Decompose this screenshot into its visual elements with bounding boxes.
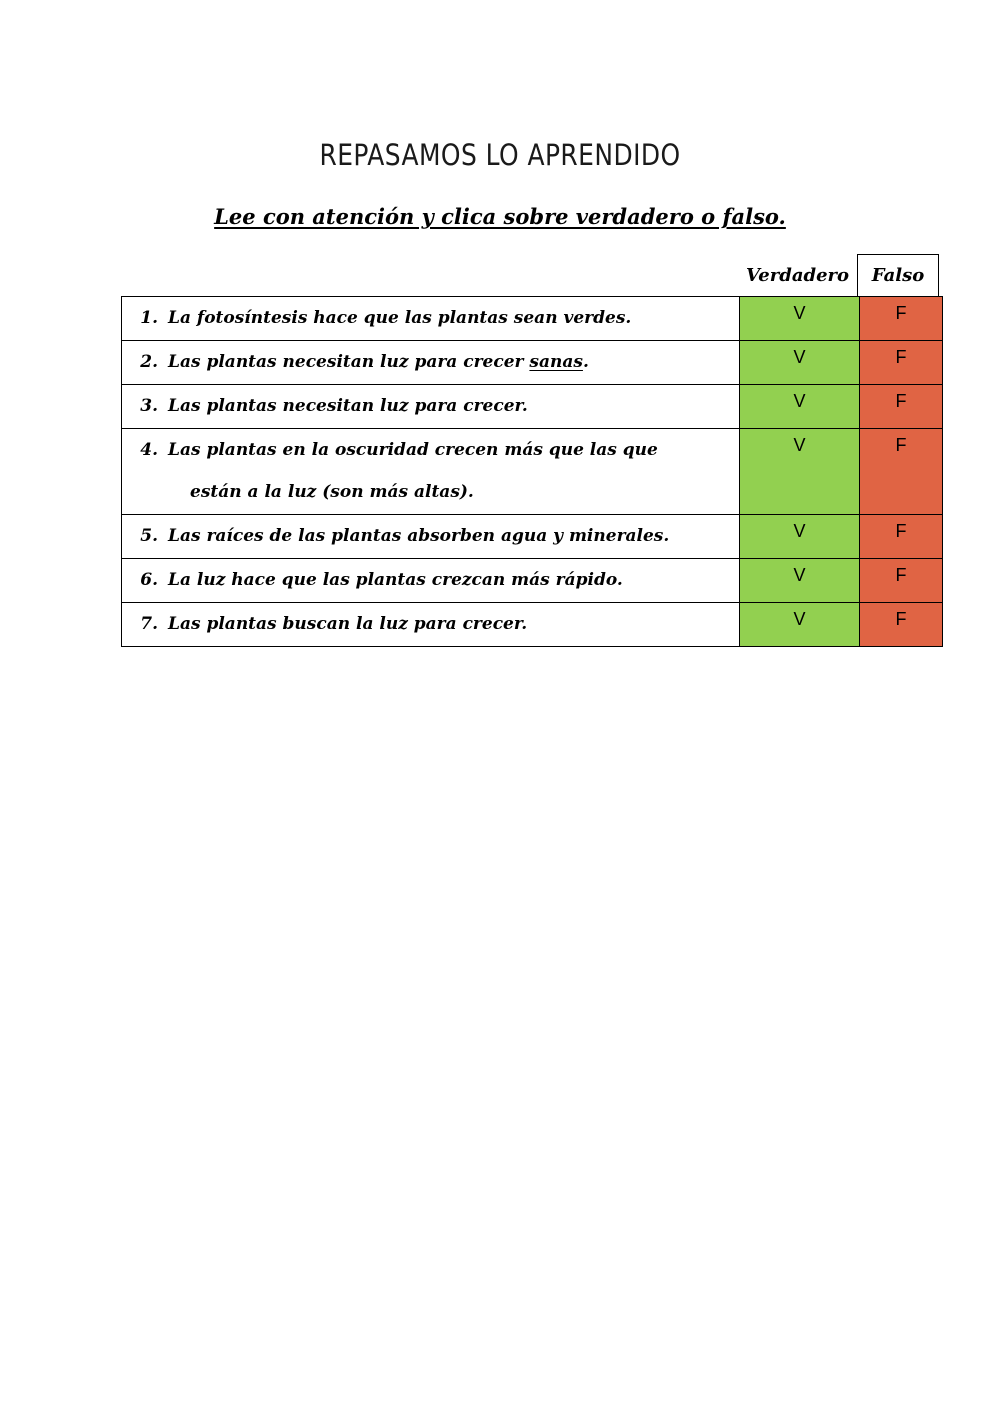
answer-false-button[interactable]: F <box>860 341 943 385</box>
question-number: 1. <box>140 308 158 328</box>
question-cell <box>122 515 740 559</box>
question-row-5 <box>122 515 943 559</box>
underlined-word: sanas <box>529 352 583 372</box>
answer-false-button[interactable]: F <box>860 559 943 603</box>
answer-false-button[interactable]: F <box>860 603 943 647</box>
question-cell <box>122 297 740 341</box>
question-text-end: . <box>582 352 589 372</box>
question-number: 7. <box>140 614 158 634</box>
question-number: 4. <box>140 440 158 460</box>
question-number: 5. <box>140 526 158 546</box>
question-cell <box>122 429 740 515</box>
answer-false-button[interactable]: F <box>860 515 943 559</box>
answer-false-button[interactable]: F <box>860 385 943 429</box>
question-cell <box>122 603 740 647</box>
instruction-text: Lee con atención y clica sobre verdadero o falso. <box>214 204 786 229</box>
answer-true-button[interactable]: V <box>740 515 860 559</box>
question-cell <box>122 385 740 429</box>
answer-false-button[interactable]: F <box>860 429 943 515</box>
header-verdadero: Verdadero <box>745 264 850 286</box>
question-number: 2. <box>140 352 158 372</box>
answer-true-button[interactable]: V <box>740 559 860 603</box>
question-text: Las plantas buscan la luz para crecer. <box>168 614 528 634</box>
page-title: REPASAMOS LO APRENDIDO <box>319 138 681 172</box>
question-row-6 <box>122 559 943 603</box>
question-text <box>168 352 589 372</box>
question-row-1 <box>122 297 943 341</box>
question-row-7 <box>122 603 943 647</box>
answer-true-button[interactable]: V <box>740 429 860 515</box>
question-number: 3. <box>140 396 158 416</box>
question-number: 6. <box>140 570 158 590</box>
question-row-2 <box>122 341 943 385</box>
answer-true-button[interactable]: V <box>740 603 860 647</box>
question-cell <box>122 559 740 603</box>
question-cell <box>122 341 740 385</box>
question-text: Las plantas necesitan luz para crecer. <box>168 396 528 416</box>
question-text: La luz hace que las plantas crezcan más rápido. <box>168 570 623 590</box>
question-text: La fotosíntesis hace que las plantas sean verdes. <box>168 308 632 328</box>
question-row-4 <box>122 429 943 515</box>
answer-true-button[interactable]: V <box>740 385 860 429</box>
question-text-continued: están a la luz (son más altas). <box>190 482 474 502</box>
answer-true-button[interactable]: V <box>740 341 860 385</box>
question-row-3 <box>122 385 943 429</box>
true-false-table <box>121 296 943 647</box>
question-text-start: Las plantas necesitan luz para crecer <box>168 352 530 372</box>
question-text: Las plantas en la oscuridad crecen más que las que <box>168 440 658 460</box>
header-falso: Falso <box>857 254 939 296</box>
answer-false-button[interactable]: F <box>860 297 943 341</box>
question-text: Las raíces de las plantas absorben agua y minerales. <box>168 526 670 546</box>
answer-true-button[interactable]: V <box>740 297 860 341</box>
